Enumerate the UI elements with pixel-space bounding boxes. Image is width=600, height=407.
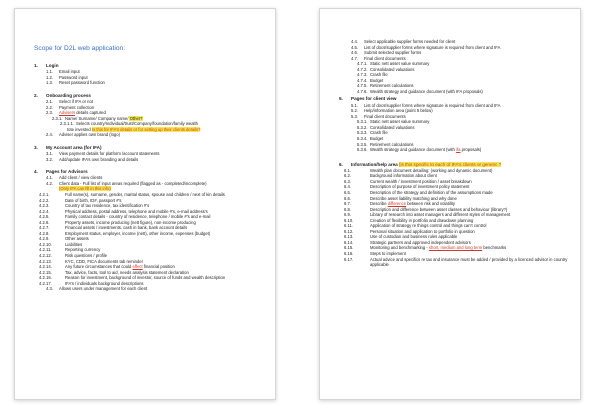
list-item: 4.2.8. Employment status, employer, income (nett), other income, expenses (budget): [39, 230, 211, 236]
section-information-help: [339, 162, 568, 268]
highlight-note: (Only IFA can fill in this info): [59, 186, 111, 192]
list-item: 4.2.2. Date of birth, ID#, passport #’s: [39, 197, 122, 203]
spelling-link: effect: [132, 264, 143, 270]
section-title: Pages for Advisors: [46, 169, 88, 175]
list-item: 4.7.2. Consolidated valuations: [357, 66, 415, 72]
list-item: 6.9. Library of research into asset managers and different styles of management: [344, 212, 511, 218]
highlight-note: Is this for IFA’s details or for setting up their clients details?: [91, 126, 201, 132]
section-title: Information/help area: [351, 161, 398, 167]
list-item: 4.2.13. KYC, CDD, FICA documents tab reminder: [39, 258, 143, 264]
list-item: 6.13. Use of custodian and business rules applicable: [344, 234, 458, 240]
list-item: 3.2. Add/update IFA’s own branding and details: [46, 156, 139, 162]
highlight-note: (is this specific to each of IFA’s clients or generic ?: [399, 161, 502, 167]
document-title: Scope for D2L web application:: [34, 45, 126, 52]
list-item: 4.2.9. Other assets: [39, 236, 89, 242]
list-item: 4.2.10. Liabilities: [39, 241, 83, 247]
list-item: 4.5. List of docs/supplier forms where signature is required from client and IFA: [351, 44, 501, 50]
list-item: 5.3. Final client documents: [351, 113, 406, 119]
list-item: 4.7.4. Budget: [357, 77, 384, 83]
list-item: 4.2.1. Full name(s), surname, gender, marital status, spouse and children / next of kin details: [39, 192, 225, 198]
list-item: 4.2.11. Reporting currency: [39, 247, 101, 253]
spelling-link: Advisers: [59, 110, 76, 116]
section-my-account: [34, 145, 263, 162]
list-item: 2.3.1.1. Selects country/Individual/trust/Company/foundation/family wealth: [60, 121, 198, 127]
list-item: 4.2.12. Risk questions / profile: [39, 253, 108, 259]
list-item: 6.3. Current wealth / investment position / asset breakdown: [344, 178, 472, 184]
list-item: 6.11. Application of strategy re things control and things can’t control: [344, 223, 487, 229]
list-item: 6.6. Describe asset liability matching and why done: [344, 195, 457, 201]
list-item: 4.1. Add client / view clients: [46, 175, 103, 181]
sublist-client-final-documents: [339, 119, 568, 152]
list-item: 4.4. Select applicable supplier forms needed for client: [351, 39, 456, 44]
list-item: 6.4. Description of purpose of investment policy statement: [344, 184, 470, 190]
list-item: 6.8. Description and difference between asset classes and behaviour (library?): [344, 206, 508, 212]
list-item: 5.3.3. Crash file: [357, 130, 388, 136]
list-item: 2.2. Payment collection: [46, 104, 95, 110]
list-item: 4.2.6. Property assets, income producing (nett figure), non-income producing: [39, 219, 196, 225]
list-item: 6.15. Monitoring and benchmarking - short, medium and long term benchmarks: [344, 245, 507, 251]
section-pages-for-advisors: [34, 169, 263, 292]
list-item: 4.7. Final client documents: [351, 55, 406, 61]
list-item: 3.1. View payment details for platform /account statements: [46, 151, 160, 157]
list-item: 4.2.5. Family contact details - country of residence, telephone / mobile #’s and e-mail: [39, 214, 211, 220]
list-item: 6.16. Steps to implement: [344, 251, 406, 256]
section-number: 1.: [34, 63, 38, 68]
document-page-right: [319, 8, 581, 400]
list-item: 2.1. Select if IFA or not: [46, 99, 93, 105]
list-advisor-continued: [339, 39, 568, 61]
section-title: Login: [46, 63, 59, 68]
section-title: My Account area (for IFA): [46, 144, 102, 150]
section-title: Onboarding process: [46, 92, 91, 98]
list-item: 4.7.3. Crash file: [357, 72, 388, 78]
section-pages-for-client: [339, 96, 568, 152]
list-item: 4.2.7. Financial assets / investments, cash in bank, bank account details: [39, 225, 188, 231]
highlight-note: Other?: [128, 115, 143, 121]
list-item: 6.14. Strategic partners and approved independent advisors: [344, 239, 471, 245]
section-onboarding: [34, 93, 263, 138]
list-item: 1.1. Email input: [46, 69, 80, 75]
list-item: 4.6. Submit selected supplier forms: [351, 50, 422, 56]
section-number: 5.: [339, 96, 343, 102]
list-item: 4.7.5. Retirement calculations: [357, 83, 414, 89]
list-item: 2.3.1. Name/ Surname/ Company name/ Other?: [52, 115, 143, 121]
list-item: 5.1. List of docs/supplier forms where signature is required from client and IFA: [351, 102, 501, 108]
list-item: 6.2. Background information about client: [344, 173, 437, 179]
list-item: 4.2.15. Tax, advice, facts, tool to aid, needs analysis statement declaration: [39, 269, 189, 275]
sublist-client-data: [34, 192, 263, 286]
sublist-final-client-documents: [339, 61, 568, 94]
list-item: 2.4. Adviser applies own brand (logo): [46, 132, 120, 138]
list-item: 4.2.16. Reason for investment, background of investor, source of funds and wealth description: [39, 275, 226, 281]
list-item: 4.2. Client data - Full list of input areas required (flagged as - completed/incomplete): [46, 180, 207, 186]
spelling-link: difference: [387, 201, 407, 207]
section-number: 3.: [34, 144, 38, 150]
list-item: 5.3.5. Retirement calculations: [357, 141, 414, 147]
list-item: 6.17. Actual advice and specifics re tax and insurance must be added / provided by a licenced advisor in country applicable: [344, 256, 568, 268]
list-item: 5.2. Help/information area (point 5 below): [351, 108, 433, 114]
list-item: 4.2.14. Any future circumstances that could effect financial position: [39, 264, 175, 270]
section-number: 6.: [339, 161, 343, 167]
list-item: 1.3. Reset password function: [46, 80, 105, 86]
document-page-left: [14, 8, 276, 400]
section-number: 2.: [34, 92, 38, 98]
list-item: 5.3.4. Budget: [357, 135, 384, 141]
list-item: 4.2.4. Physical address, postal address, telephone and mobile #’s, e-mail address’s: [39, 208, 208, 214]
list-item: 4.7.1. Static nett asset value summary: [357, 61, 430, 67]
spelling-link: ifa: [456, 147, 461, 153]
list-item: 4.2.3. Country of tax residence, tax identification #’s: [39, 203, 150, 209]
list-item: 4.2.17. IFA’s / individuals background descriptions: [39, 280, 144, 286]
list-item: 6.10. Creation of flexibility in portfolio and drawdown planning: [344, 217, 474, 223]
list-item: 5.3.2. Consolidated valuations: [357, 124, 415, 130]
list-item: 5.3.6. Wealth strategy and guidance document (with ifa proposals): [357, 147, 482, 153]
list-item-continued: tote invested Is this for IFA’s details or for setting up their clients details?: [67, 126, 201, 132]
section-number: 4.: [34, 169, 38, 175]
section-title: Pages for client view: [351, 96, 397, 102]
list-item: 6.12. Personal situation and application to portfolio in question: [344, 228, 475, 234]
list-information-help: [339, 168, 568, 268]
list-item: 4.7.6. Wealth strategy and guidance document (with IFA proposals): [357, 88, 483, 94]
list-item: 4.3. Allows users under management for each client: [46, 286, 148, 292]
list-item: 2.3. Advisers details captured: [46, 110, 106, 116]
list-item: 6.7. Describe difference between risk and volatility: [344, 201, 455, 207]
list-item: 6.1. Wealth plan document detailing: (working and dynamic document): [344, 167, 493, 173]
list-item: 6.5. Description of the strategy and definition of the assumptions made: [344, 189, 493, 195]
list-client-view: [339, 103, 568, 120]
spelling-link: short, medium and long term: [428, 245, 483, 251]
list-item: 5.3.1. Static nett asset value summary: [357, 119, 430, 125]
list-item: 1.2. Password input: [46, 74, 88, 80]
section-login: [34, 63, 263, 86]
